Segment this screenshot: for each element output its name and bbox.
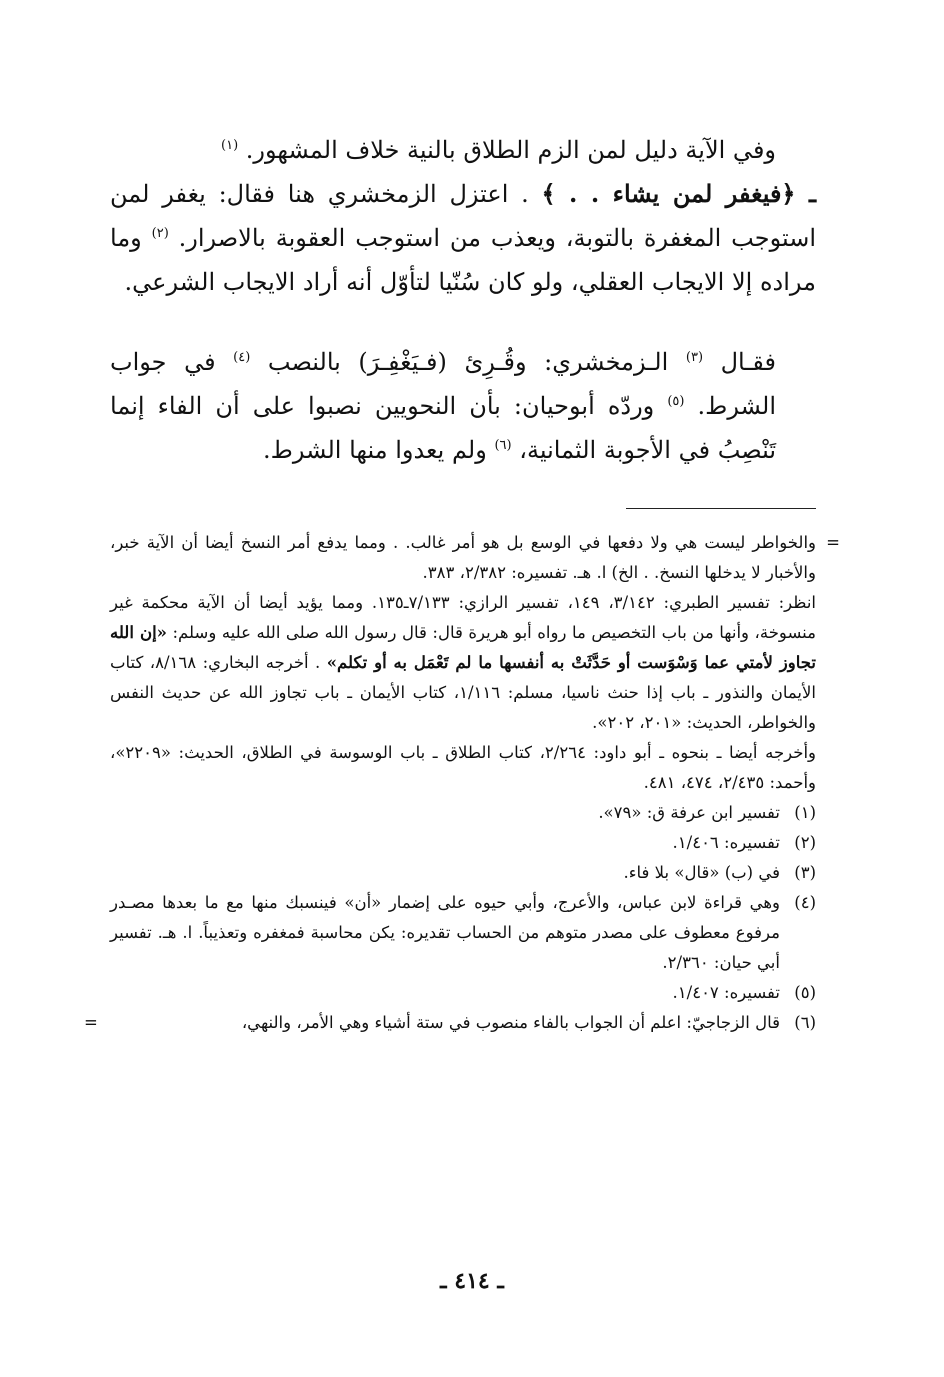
- footnote-2: [110, 828, 816, 858]
- paragraph-1: [110, 128, 816, 172]
- footnote-ref-2: (٢): [151, 226, 169, 241]
- footnote-6: [84, 1008, 816, 1038]
- continuation-paragraph-2-b: . أخرجه البخاري: ٨/١٦٨، كتاب الأيمان والنذور ـ باب إذا حنث ناسيا، مسلم: ١/١١٦، كتاب الأيمان ـ باب تجاوز الله عن حديث النفس والخواطر، الحديث: «٢٠١، ٢٠٢».: [110, 653, 817, 732]
- page-number: ـ ٤١٤ ـ: [440, 1268, 504, 1294]
- footnote-continuation: [110, 528, 840, 798]
- footnote-text: وهي قراءة لابن عباس، والأعرج، وأبي حيوه على إضمار «أن» فينسبك منها مع ما بعدها مصـدر مرفوع معطوف على مصدر متوهم من الحساب تقديره: يكن محاسبة فمغفره وتعذيباً. ا. هـ. تفسير أبي حيان: ٢/٣٦٠.: [110, 893, 780, 972]
- paragraph-2-text: . اعتزل الزمخشري هنا فقال: يغفر لمن استوجب المغفرة بالتوبة، ويعذب من استوجب العقوبة بالاصرار.: [110, 180, 816, 252]
- continuation-paragraph-1: والخواطر ليست هي ولا دفعها في الوسع بل هو أمر غالب. . ومما يدفع أمر النسخ أيضا أن الآية خبر، والأخبار لا يدخلها النسخ. . الخ) ا. هـ. تفسيره: ٢/٣٨٢، ٣٨٣.: [110, 533, 816, 582]
- footnote-3: [110, 858, 816, 888]
- quranic-quote: ـ ﴿فيغفر لمن يشاء . . ﴾: [541, 179, 816, 208]
- footnote-4: [110, 888, 816, 978]
- footnote-text: تفسيره: ١/٤٠٦.: [672, 833, 780, 852]
- continuation-end-mark: =: [84, 1013, 98, 1032]
- footnote-number: (٦): [794, 1013, 816, 1032]
- main-text: [110, 128, 816, 472]
- footnote-number: (٢): [794, 833, 816, 852]
- footnote-text: تفسير ابن عرفة ق: «٧٩».: [598, 803, 780, 822]
- hadith-quote: «إن الله تجاوز لأمتي عما وَسْوَست أو حَدَّثَتْ به أنفسها ما لم تَعْمَل به أو تكلم»: [110, 623, 816, 672]
- footnote-number: (٣): [794, 863, 816, 882]
- footnote-separator: [626, 508, 816, 509]
- footnote-number: (١): [794, 803, 816, 822]
- footnote-ref-6: (٦): [494, 438, 512, 453]
- paragraph-3-part-e: ولم يعدوا منها الشرط.: [263, 436, 487, 464]
- footnote-ref-3: (٣): [685, 350, 704, 365]
- footnote-text: في (ب) «قال» بلا فاء.: [623, 863, 780, 882]
- footnote-5: [110, 978, 816, 1008]
- footnote-number: (٤): [794, 893, 816, 912]
- footnote-ref-1: (١): [221, 138, 239, 153]
- continuation-paragraph-2-a: انظر: تفسير الطبري: ٣/١٤٢، ١٤٩، تفسير الرازي: ٧/١٣٣ـ١٣٥. ومما يؤيد أيضا أن الآية محكمة غير منسوخة، وأنها من باب التخصيص ما رواه أبو هريرة قال: قال رسول الله صلى الله عليه وسلم:: [110, 593, 816, 642]
- paragraph-3-part-a: فقـال: [720, 348, 777, 376]
- footnote-1: [110, 798, 816, 828]
- paragraph-3: [110, 340, 816, 472]
- continuation-paragraph-2: [110, 588, 816, 738]
- continuation-mark: =: [826, 533, 840, 552]
- paragraph-3-part-b: الـزمخشري: وقُـرِئ (فـيَغْفِـرَ) بالنصب: [267, 348, 669, 376]
- footnote-text: قال الزجاجيّ: اعلم أن الجواب بالفاء منصوب في ستة أشياء وهي الأمر، والنهي،: [241, 1013, 780, 1032]
- footnote-ref-5: (٥): [667, 394, 685, 409]
- paragraph-2-text-end: وما مراده إلا الايجاب العقلي، ولو كان سُنّيا لتأوّل أنه أراد الايجاب الشرعي.: [110, 224, 816, 296]
- footnotes: [84, 528, 840, 1038]
- footnote-number: (٥): [794, 983, 816, 1002]
- footnote-text: تفسيره: ١/٤٠٧.: [672, 983, 780, 1002]
- footnote-ref-4: (٤): [233, 350, 251, 365]
- paragraph-1-text: وفي الآية دليل لمن الزم الطلاق بالنية خلاف المشهور.: [245, 136, 776, 164]
- paragraph-2: [110, 172, 816, 304]
- paragraph-3-part-c: في جواب الشرط.: [110, 348, 776, 420]
- paragraph-3-part-d: وردّه أبوحيان: بأن النحويين نصبوا على أن الفاء إنما تَنْصِبُ في الأجوبة الثمانية،: [110, 392, 776, 464]
- continuation-paragraph-3: وأخرجه أيضا ـ بنحوه ـ أبو داود: ٢/٢٦٤، كتاب الطلاق ـ باب الوسوسة في الطلاق، الحديث: «٢٢٠٩»، وأحمد: ٢/٤٣٥، ٤٧٤، ٤٨١.: [110, 743, 816, 792]
